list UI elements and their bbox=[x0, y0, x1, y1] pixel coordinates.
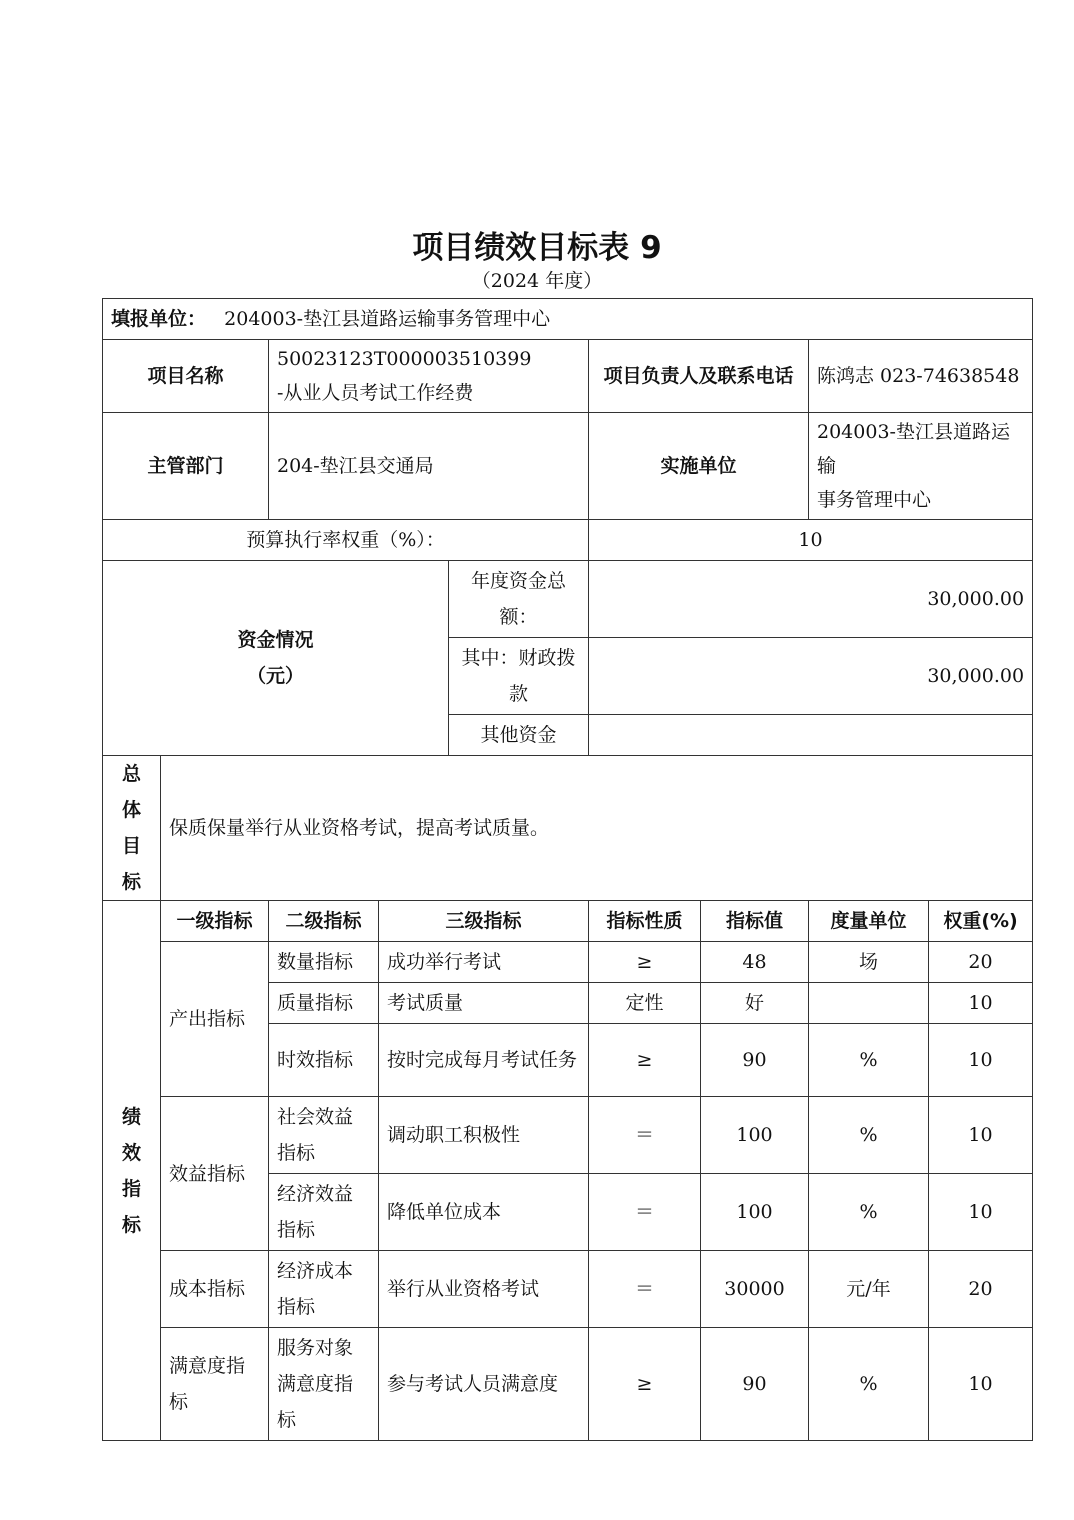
indicator-header-row bbox=[103, 901, 1033, 942]
level3-cell: 举行从业资格考试 bbox=[379, 1251, 589, 1328]
value-cell: 48 bbox=[701, 942, 809, 983]
level3-cell: 调动职工积极性 bbox=[379, 1097, 589, 1174]
label-char: 指 bbox=[121, 1177, 141, 1200]
weight-cell: 10 bbox=[929, 1174, 1033, 1251]
project-name-value-line1: 50023123T000003510399 bbox=[277, 348, 532, 370]
weight-cell: 20 bbox=[929, 942, 1033, 983]
project-name-value-line2: -从业人员考试工作经费 bbox=[277, 382, 474, 404]
funds-row-label: 其他资金 bbox=[449, 715, 589, 756]
nature-cell: ≥ bbox=[589, 1024, 701, 1097]
overall-goal-row bbox=[103, 756, 1033, 901]
header-level3: 三级指标 bbox=[379, 901, 589, 942]
unit-cell: % bbox=[809, 1024, 929, 1097]
level2-cell: 时效指标 bbox=[269, 1024, 379, 1097]
table-row bbox=[103, 1097, 1033, 1174]
level3-cell: 降低单位成本 bbox=[379, 1174, 589, 1251]
value-cell: 100 bbox=[701, 1097, 809, 1174]
project-name-label: 项目名称 bbox=[103, 340, 269, 413]
reporting-unit-value: 204003-垫江县道路运输事务管理中心 bbox=[224, 308, 551, 330]
header-value: 指标值 bbox=[701, 901, 809, 942]
funds-row-label: 年度资金总额： bbox=[449, 561, 589, 638]
level1-cell: 成本指标 bbox=[161, 1251, 269, 1328]
dept-label: 主管部门 bbox=[103, 413, 269, 520]
budget-weight-value: 10 bbox=[589, 520, 1033, 561]
unit-cell bbox=[809, 983, 929, 1024]
funds-row-value: 30,000.00 bbox=[589, 638, 1033, 715]
value-cell: 100 bbox=[701, 1174, 809, 1251]
value-cell: 90 bbox=[701, 1024, 809, 1097]
label-char: 目 bbox=[121, 835, 141, 857]
funds-row-label: 其中：财政拨款 bbox=[449, 638, 589, 715]
funds-row-value: 30,000.00 bbox=[589, 561, 1033, 638]
unit-cell: % bbox=[809, 1174, 929, 1251]
table-row bbox=[103, 1328, 1033, 1441]
level2-cell: 经济效益指标 bbox=[269, 1174, 379, 1251]
impl-unit-value-line1: 204003-垫江县道路运输 bbox=[817, 421, 1010, 477]
level3-cell: 考试质量 bbox=[379, 983, 589, 1024]
value-cell: 30000 bbox=[701, 1251, 809, 1328]
level2-cell: 质量指标 bbox=[269, 983, 379, 1024]
level2-cell: 经济成本指标 bbox=[269, 1251, 379, 1328]
weight-cell: 20 bbox=[929, 1251, 1033, 1328]
weight-cell: 10 bbox=[929, 1328, 1033, 1441]
project-lead-value: 陈鸿志 023-74638548 bbox=[809, 340, 1033, 413]
level3-cell: 参与考试人员满意度 bbox=[379, 1328, 589, 1441]
reporting-unit-row bbox=[103, 299, 1033, 340]
level2-cell: 社会效益指标 bbox=[269, 1097, 379, 1174]
level2-cell: 服务对象满意度指标 bbox=[269, 1328, 379, 1441]
table-row bbox=[103, 1251, 1033, 1328]
header-level2: 二级指标 bbox=[269, 901, 379, 942]
overall-goal-text: 保质保量举行从业资格考试，提高考试质量。 bbox=[161, 756, 1033, 901]
performance-label bbox=[103, 901, 161, 1441]
page-subtitle: （2024 年度） bbox=[471, 270, 603, 292]
dept-value: 204-垫江县交通局 bbox=[269, 413, 589, 520]
funds-label-line1: 资金情况 bbox=[237, 629, 314, 651]
impl-unit-label: 实施单位 bbox=[589, 413, 809, 520]
label-char: 体 bbox=[121, 799, 141, 821]
header-nature: 指标性质 bbox=[589, 901, 701, 942]
funds-label-line2: （元） bbox=[246, 665, 304, 687]
header-weight: 权重(%) bbox=[929, 901, 1033, 942]
level3-cell: 成功举行考试 bbox=[379, 942, 589, 983]
label-char: 绩 bbox=[121, 1105, 141, 1128]
header-unit: 度量单位 bbox=[809, 901, 929, 942]
unit-cell: % bbox=[809, 1097, 929, 1174]
label-char: 效 bbox=[121, 1141, 141, 1164]
impl-unit-value-line2: 事务管理中心 bbox=[817, 489, 932, 511]
nature-cell: ≥ bbox=[589, 942, 701, 983]
nature-cell: ＝ bbox=[589, 1174, 701, 1251]
unit-cell: 元/年 bbox=[809, 1251, 929, 1328]
label-char: 标 bbox=[121, 1213, 141, 1236]
reporting-unit-label: 填报单位： bbox=[111, 308, 207, 330]
funds-row bbox=[103, 561, 1033, 638]
weight-cell: 10 bbox=[929, 983, 1033, 1024]
level2-cell: 数量指标 bbox=[269, 942, 379, 983]
project-lead-label: 项目负责人及联系电话 bbox=[589, 340, 809, 413]
level1-cell: 产出指标 bbox=[161, 942, 269, 1097]
unit-cell: 场 bbox=[809, 942, 929, 983]
value-cell: 90 bbox=[701, 1328, 809, 1441]
weight-cell: 10 bbox=[929, 1024, 1033, 1097]
unit-cell: % bbox=[809, 1328, 929, 1441]
dept-row bbox=[103, 413, 1033, 520]
level1-cell: 效益指标 bbox=[161, 1097, 269, 1251]
label-char: 标 bbox=[121, 871, 141, 893]
level1-cell: 满意度指标 bbox=[161, 1328, 269, 1441]
budget-weight-row bbox=[103, 520, 1033, 561]
nature-cell: 定性 bbox=[589, 983, 701, 1024]
funds-row-value bbox=[589, 715, 1033, 756]
budget-weight-label: 预算执行率权重（%）： bbox=[103, 520, 589, 561]
table-row bbox=[103, 942, 1033, 983]
project-row bbox=[103, 340, 1033, 413]
header-level1: 一级指标 bbox=[161, 901, 269, 942]
nature-cell: ≥ bbox=[589, 1328, 701, 1441]
nature-cell: ＝ bbox=[589, 1097, 701, 1174]
performance-goal-table bbox=[102, 298, 1033, 1441]
weight-cell: 10 bbox=[929, 1097, 1033, 1174]
level3-cell: 按时完成每月考试任务 bbox=[379, 1024, 589, 1097]
page-title: 项目绩效目标表 9 bbox=[412, 230, 662, 266]
overall-goal-label bbox=[103, 756, 161, 901]
label-char: 总 bbox=[121, 763, 141, 785]
nature-cell: ＝ bbox=[589, 1251, 701, 1328]
value-cell: 好 bbox=[701, 983, 809, 1024]
